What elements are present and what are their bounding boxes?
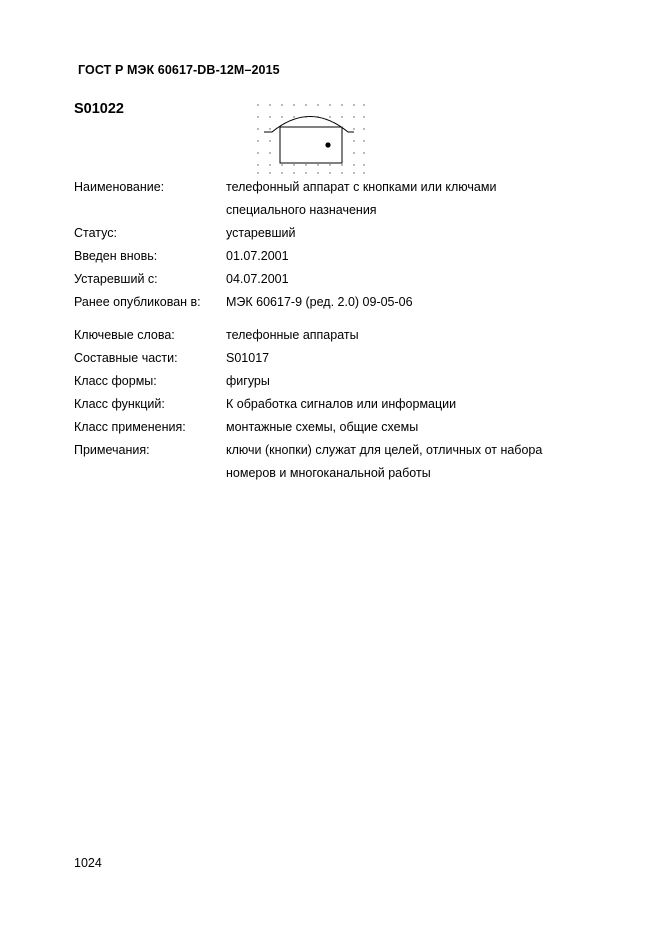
field-value: 01.07.2001: [226, 249, 289, 263]
symbol-code: S01022: [74, 101, 124, 117]
handset-arc: [264, 117, 354, 133]
field-label: Наименование:: [74, 180, 165, 194]
page-number: 1024: [74, 856, 102, 870]
field-value: ключи (кнопки) служат для целей, отличных от набора номеров и многоканальной работы: [226, 443, 543, 480]
field-value: монтажные схемы, общие схемы: [226, 420, 419, 434]
field-label: Устаревший с:: [74, 272, 158, 286]
field-value: устаревший: [226, 226, 296, 240]
field-label: Ключевые слова:: [74, 328, 175, 342]
telephone-set-symbol-icon: [254, 101, 366, 175]
field-value: фигуры: [226, 374, 270, 388]
field-label: Составные части:: [74, 351, 178, 365]
field-label: Класс функций:: [74, 397, 165, 411]
special-button-dot: [325, 142, 330, 147]
field-value: К обработка сигналов или информации: [226, 397, 457, 411]
field-label: Ранее опубликован в:: [74, 295, 201, 309]
field-value: S01017: [226, 351, 270, 365]
field-value: телефонный аппарат с кнопками или ключами специального назначения: [226, 180, 497, 217]
field-label: Статус:: [74, 226, 117, 240]
telephone-body: [280, 127, 342, 163]
field-label: Класс формы:: [74, 374, 157, 388]
field-label: Примечания:: [74, 443, 150, 457]
field-value: телефонные аппараты: [226, 328, 359, 342]
page-header: ГОСТ Р МЭК 60617-DB-12M–2015: [78, 63, 280, 77]
field-label: Введен вновь:: [74, 249, 158, 263]
field-value: 04.07.2001: [226, 272, 289, 286]
field-value: МЭК 60617-9 (ред. 2.0) 09-05-06: [226, 295, 413, 309]
field-label: Класс применения:: [74, 420, 186, 434]
